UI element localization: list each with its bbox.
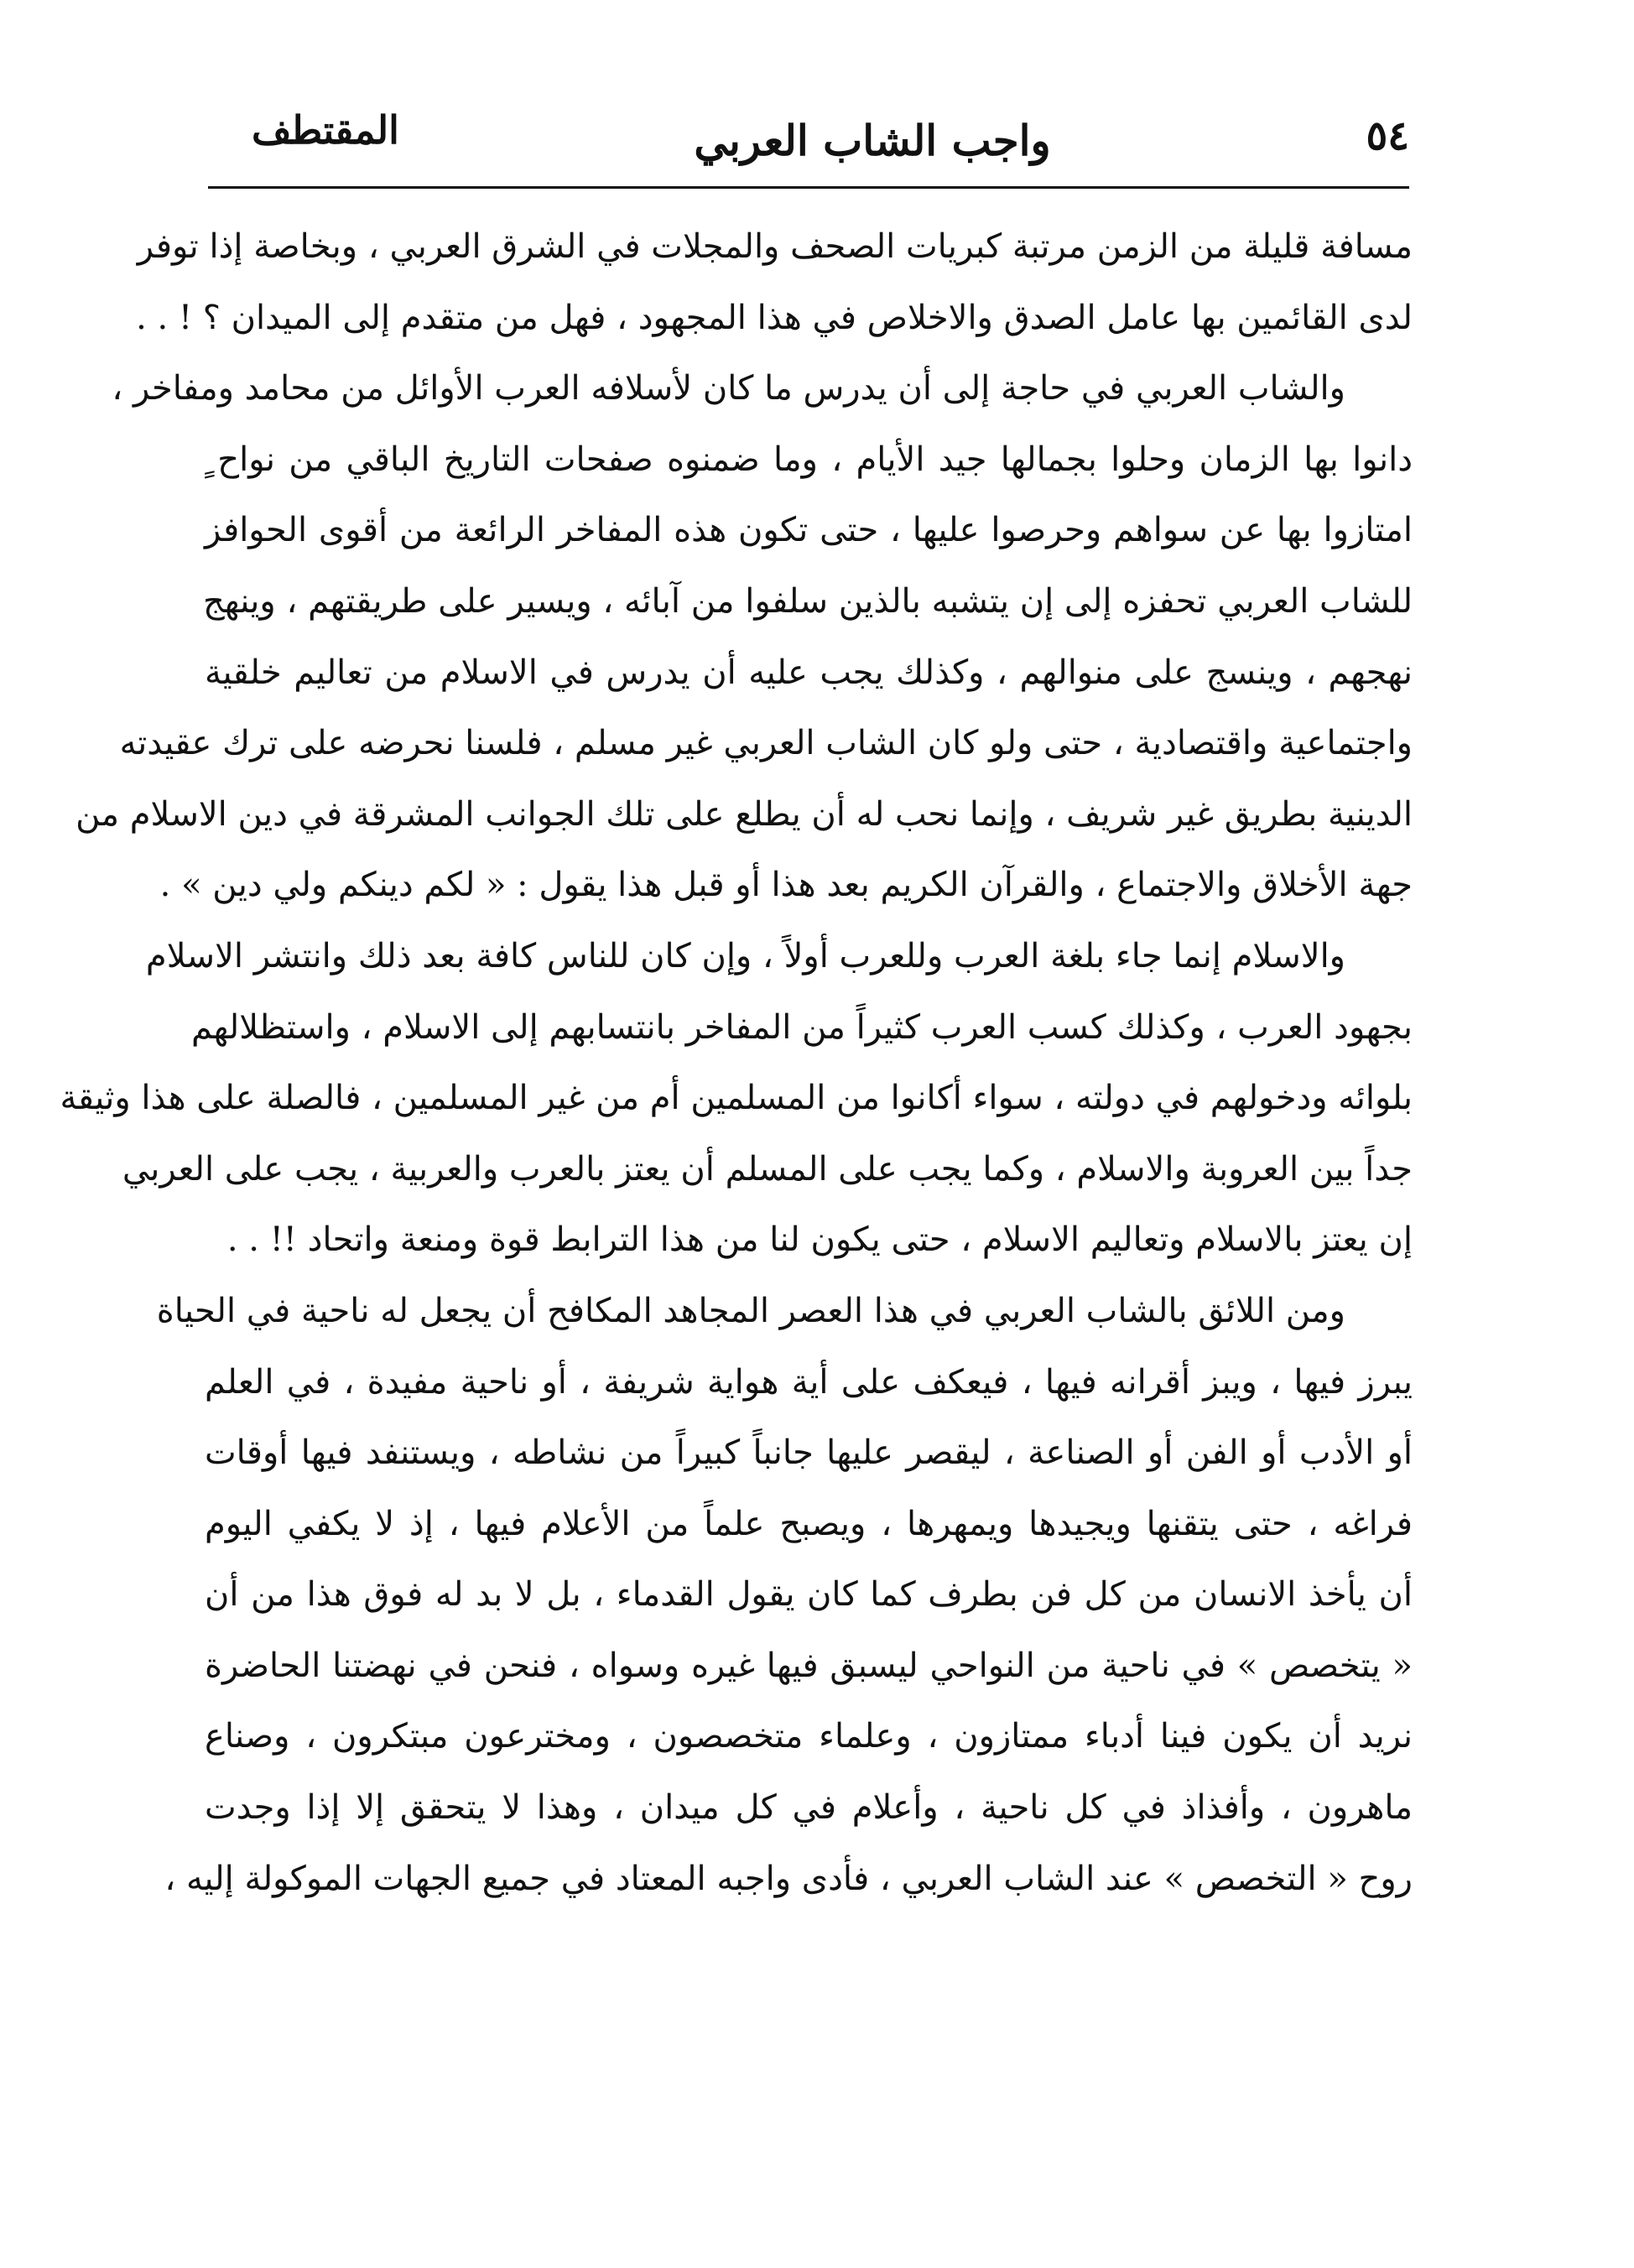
text-line: ماهرون ، وأفذاذ في كل ناحية ، وأعلام في كل ميدان ، وهذا لا يتحقق إلا إذا وجدت [205, 1788, 1413, 1828]
text-line: أن يأخذ الانسان من كل فن بطرف كما كان يقول القدماء ، بل لا بد له فوق هذا من أن [205, 1575, 1413, 1615]
text-line: والاسلام إنما جاء بلغة العرب وللعرب أولاً ، وإن كان للناس كافة بعد ذلك وانتشر الاسلام [145, 936, 1345, 975]
text-line: فراغه ، حتى يتقنها ويجيدها ويمهرها ، ويصبح علماً من الأعلام فيها ، إذ لا يكفي اليوم [205, 1504, 1413, 1543]
text-line: والشاب العربي في حاجة إلى أن يدرس ما كان لأسلافه العرب الأوائل من محامد ومفاخر ، [112, 369, 1345, 408]
text-line: للشاب العربي تحفزه إلى إن يتشبه بالذين سلفوا من آبائه ، ويسير على طريقتهم ، وينهج [202, 581, 1413, 621]
text-line: « يتخصص » في ناحية من النواحي ليسبق فيها غيره وسواه ، فنحن في نهضتنا الحاضرة [205, 1646, 1413, 1685]
article-title: واجب الشاب العربي [694, 116, 1051, 165]
text-line: بلوائه ودخولهم في دولته ، سواء أكانوا من المسلمين أم من غير المسلمين ، فالصلة على هذا وثيقة [60, 1079, 1413, 1118]
text-line: يبرز فيها ، ويبز أقرانه فيها ، فيعكف على أية هواية شريفة ، أو ناحية مفيدة ، في العلم [205, 1362, 1413, 1402]
text-line: ومن اللائق بالشاب العربي في هذا العصر المجاهد المكافح أن يجعل له ناحية في الحياة [156, 1291, 1345, 1330]
article-body [60, 211, 1413, 1914]
text-line: روح « التخصص » عند الشاب العربي ، فأدى واجبه المعتاد في جميع الجهات الموكولة إليه ، [164, 1859, 1413, 1898]
text-line: جهة الأخلاق والاجتماع ، والقرآن الكريم بعد هذا أو قبل هذا يقول : « لكم دينكم ولي دين » . [159, 866, 1413, 905]
text-line: مسافة قليلة من الزمن مرتبة كبريات الصحف والمجلات في الشرق العربي ، وبخاصة إذا توفر [137, 227, 1413, 266]
text-line: دانوا بها الزمان وحلوا بجمالها جيد الأيام ، وما ضمنوه صفحات التاريخ الباقي من نواح ٍ [205, 440, 1413, 479]
text-line: لدى القائمين بها عامل الصدق والاخلاص في هذا المجهود ، فهل من متقدم إلى الميدان ؟ ! . . [136, 298, 1413, 337]
text-line: بجهود العرب ، وكذلك كسب العرب كثيراً من المفاخر بانتسابهم إلى الاسلام ، واستظلالهم [190, 1007, 1413, 1047]
page-number: ٥٤ [1366, 112, 1409, 159]
text-line: امتازوا بها عن سواهم وحرصوا عليها ، حتى تكون هذه المفاخر الرائعة من أقوى الحوافز [205, 511, 1413, 550]
header-rule [208, 186, 1409, 189]
text-line: واجتماعية واقتصادية ، حتى ولو كان الشاب العربي غير مسلم ، فلسنا نحرضه على ترك عقيدته [119, 724, 1413, 763]
text-line: جداً بين العروبة والاسلام ، وكما يجب على المسلم أن يعتز بالعرب والعربية ، يجب على العربي [122, 1149, 1413, 1189]
running-header [252, 107, 1409, 174]
journal-name: المقتطف [252, 107, 399, 153]
text-line: الدينية بطريق غير شريف ، وإنما نحب له أن يطلع على تلك الجوانب المشرقة في دين الاسلام من [75, 794, 1413, 834]
text-line: إن يعتز بالاسلام وتعاليم الاسلام ، حتى يكون لنا من هذا الترابط قوة ومنعة واتحاد !! . . [226, 1220, 1413, 1260]
text-line: نريد أن يكون فينا أدباء ممتازون ، وعلماء متخصصون ، ومخترعون مبتكرون ، وصناع [205, 1717, 1413, 1756]
text-line: أو الأدب أو الفن أو الصناعة ، ليقصر عليها جانباً كبيراً من نشاطه ، ويستنفد فيها أوقات [205, 1433, 1413, 1473]
text-line: نهجهم ، وينسج على منوالهم ، وكذلك يجب عليه أن يدرس في الاسلام من تعاليم خلقية [205, 653, 1413, 692]
